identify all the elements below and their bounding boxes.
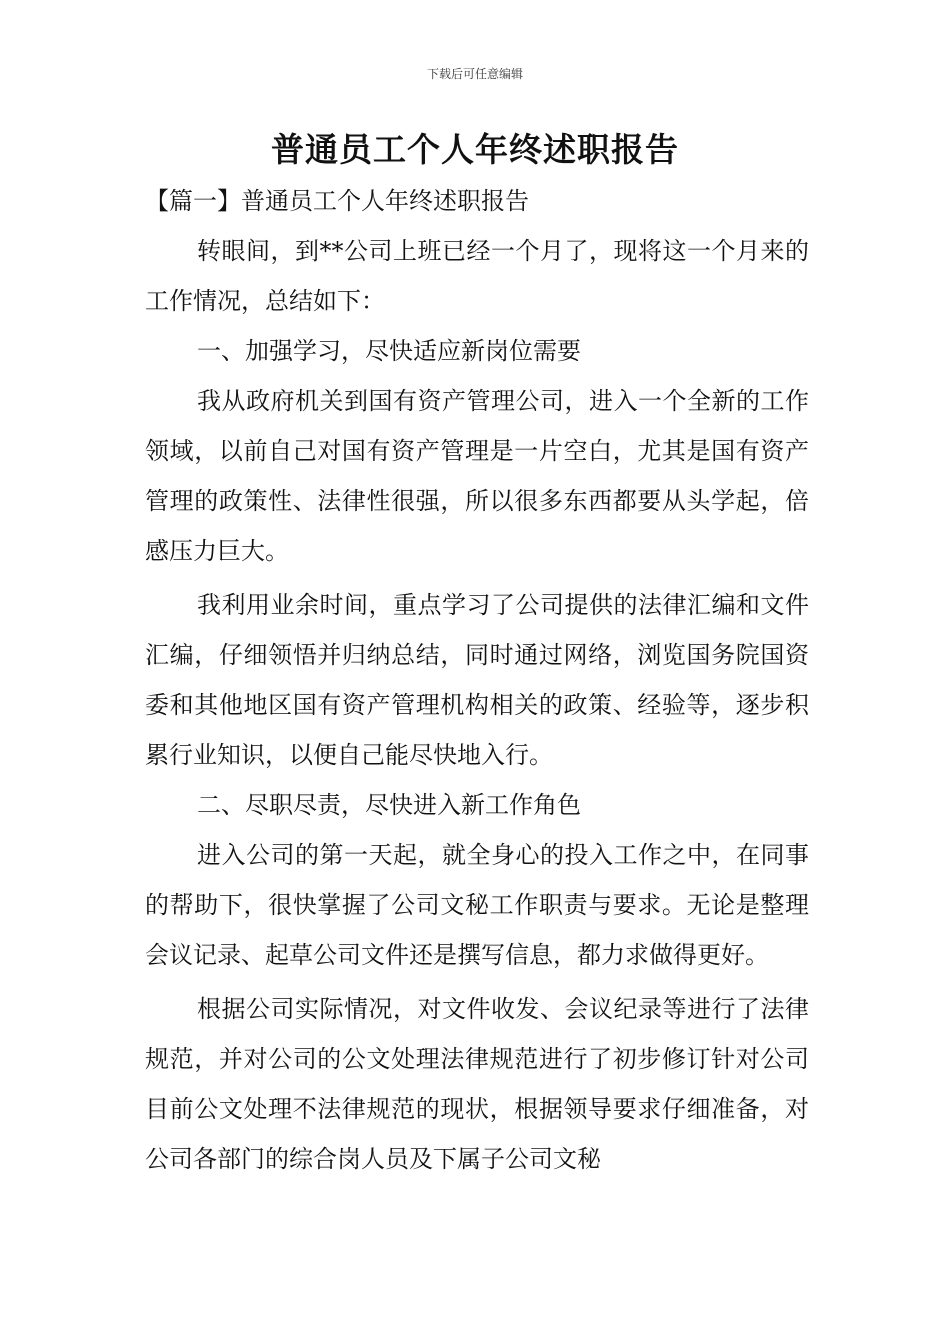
document-title: 普通员工个人年终述职报告 [271, 130, 679, 169]
header-note: 下载后可任意编辑 [426, 67, 523, 81]
paragraph-standards: 根据公司实际情况，对文件收发、会议纪录等进行了法律规范，并对公司的公文处理法律规范进行了初步修订针对公司目前公文处理不法律规范的现状，根据领导要求仔细准备，对公司各部门的综合岗人员及下属子公司文秘 [145, 995, 809, 1173]
document-body [145, 176, 809, 1184]
paragraph-duties: 进入公司的第一天起，就全身心的投入工作之中，在同事的帮助下，很快掌握了公司文秘工作职责与要求。无论是整理会议记录、起草公司文件还是撰写信息，都力求做得更好。 [145, 841, 809, 969]
heading-two: 二、尽职尽责，尽快进入新工作角色 [197, 791, 581, 819]
paragraph-learning: 我利用业余时间，重点学习了公司提供的法律汇编和文件汇编，仔细领悟并归纳总结，同时通过网络，浏览国务院国资委和其他地区国有资产管理机构相关的政策、经验等，逐步积累行业知识，以便自己能尽快地入行。 [145, 591, 809, 769]
paragraph-intro: 转眼间，到**公司上班已经一个月了，现将这一个月来的工作情况，总结如下： [145, 237, 809, 315]
section-label: 【篇一】普通员工个人年终述职报告 [145, 187, 529, 215]
paragraph-background: 我从政府机关到国有资产管理公司，进入一个全新的工作领域，以前自己对国有资产管理是一片空白，尤其是国有资产管理的政策性、法律性很强，所以很多东西都要从头学起，倍感压力巨大。 [145, 387, 809, 565]
heading-one: 一、加强学习，尽快适应新岗位需要 [197, 337, 581, 365]
